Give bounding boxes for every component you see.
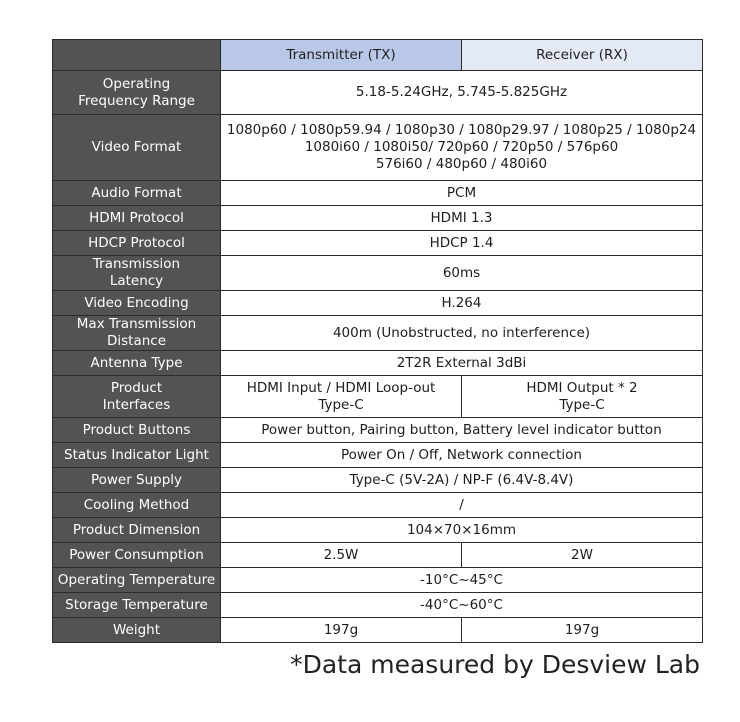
row-consumption bbox=[53, 543, 703, 568]
value-antenna: 2T2R External 3dBi bbox=[221, 351, 703, 376]
value-buttons: Power button, Pairing button, Battery level indicator button bbox=[221, 418, 703, 443]
row-status-light bbox=[53, 443, 703, 468]
header-tx: Transmitter (TX) bbox=[221, 40, 462, 71]
value-consumption-tx: 2.5W bbox=[221, 543, 462, 568]
row-video-format bbox=[53, 115, 703, 181]
value-consumption-rx: 2W bbox=[462, 543, 703, 568]
label-status-light: Status Indicator Light bbox=[53, 443, 221, 468]
label-video-encoding: Video Encoding bbox=[53, 291, 221, 316]
label-interfaces: Product Interfaces bbox=[53, 376, 221, 418]
row-hdmi-protocol bbox=[53, 206, 703, 231]
label-cooling: Cooling Method bbox=[53, 493, 221, 518]
row-antenna bbox=[53, 351, 703, 376]
value-weight-rx: 197g bbox=[462, 618, 703, 643]
value-frequency: 5.18-5.24GHz, 5.745-5.825GHz bbox=[221, 71, 703, 115]
row-storage-temp bbox=[53, 593, 703, 618]
value-status-light: Power On / Off, Network connection bbox=[221, 443, 703, 468]
value-dimension: 104×70×16mm bbox=[221, 518, 703, 543]
label-distance: Max Transmission Distance bbox=[53, 316, 221, 351]
label-dimension: Product Dimension bbox=[53, 518, 221, 543]
header-rx: Receiver (RX) bbox=[462, 40, 703, 71]
value-video-format: 1080p60 / 1080p59.94 / 1080p30 / 1080p29.97 / 1080p25 / 1080p24 1080i60 / 1080i50/ 720p60 / 720p50 / 576p60 576i60 / 480p60 / 480i60 bbox=[221, 115, 703, 181]
row-frequency bbox=[53, 71, 703, 115]
value-interfaces-rx: HDMI Output * 2 Type-C bbox=[462, 376, 703, 418]
row-distance bbox=[53, 316, 703, 351]
value-cooling: / bbox=[221, 493, 703, 518]
label-storage-temp: Storage Temperature bbox=[53, 593, 221, 618]
row-dimension bbox=[53, 518, 703, 543]
value-operating-temp: -10°C~45°C bbox=[221, 568, 703, 593]
header-corner bbox=[53, 40, 221, 71]
value-distance: 400m (Unobstructed, no interference) bbox=[221, 316, 703, 351]
value-power-supply: Type-C (5V-2A) / NP-F (6.4V-8.4V) bbox=[221, 468, 703, 493]
row-latency bbox=[53, 256, 703, 291]
spec-table bbox=[52, 39, 703, 643]
value-hdmi-protocol: HDMI 1.3 bbox=[221, 206, 703, 231]
row-operating-temp bbox=[53, 568, 703, 593]
row-buttons bbox=[53, 418, 703, 443]
row-power-supply bbox=[53, 468, 703, 493]
value-storage-temp: -40°C~60°C bbox=[221, 593, 703, 618]
row-hdcp-protocol bbox=[53, 231, 703, 256]
value-weight-tx: 197g bbox=[221, 618, 462, 643]
value-interfaces-tx: HDMI Input / HDMI Loop-out Type-C bbox=[221, 376, 462, 418]
row-audio-format bbox=[53, 181, 703, 206]
row-video-encoding bbox=[53, 291, 703, 316]
value-hdcp-protocol: HDCP 1.4 bbox=[221, 231, 703, 256]
label-latency: Transmission Latency bbox=[53, 256, 221, 291]
label-hdmi-protocol: HDMI Protocol bbox=[53, 206, 221, 231]
label-hdcp-protocol: HDCP Protocol bbox=[53, 231, 221, 256]
label-buttons: Product Buttons bbox=[53, 418, 221, 443]
header-row bbox=[53, 40, 703, 71]
label-audio-format: Audio Format bbox=[53, 181, 221, 206]
row-interfaces bbox=[53, 376, 703, 418]
value-latency: 60ms bbox=[221, 256, 703, 291]
label-consumption: Power Consumption bbox=[53, 543, 221, 568]
label-weight: Weight bbox=[53, 618, 221, 643]
label-operating-temp: Operating Temperature bbox=[53, 568, 221, 593]
footnote: *Data measured by Desview Lab bbox=[290, 650, 700, 679]
row-weight bbox=[53, 618, 703, 643]
value-video-encoding: H.264 bbox=[221, 291, 703, 316]
label-video-format: Video Format bbox=[53, 115, 221, 181]
label-frequency: Operating Frequency Range bbox=[53, 71, 221, 115]
label-antenna: Antenna Type bbox=[53, 351, 221, 376]
label-power-supply: Power Supply bbox=[53, 468, 221, 493]
row-cooling bbox=[53, 493, 703, 518]
value-audio-format: PCM bbox=[221, 181, 703, 206]
